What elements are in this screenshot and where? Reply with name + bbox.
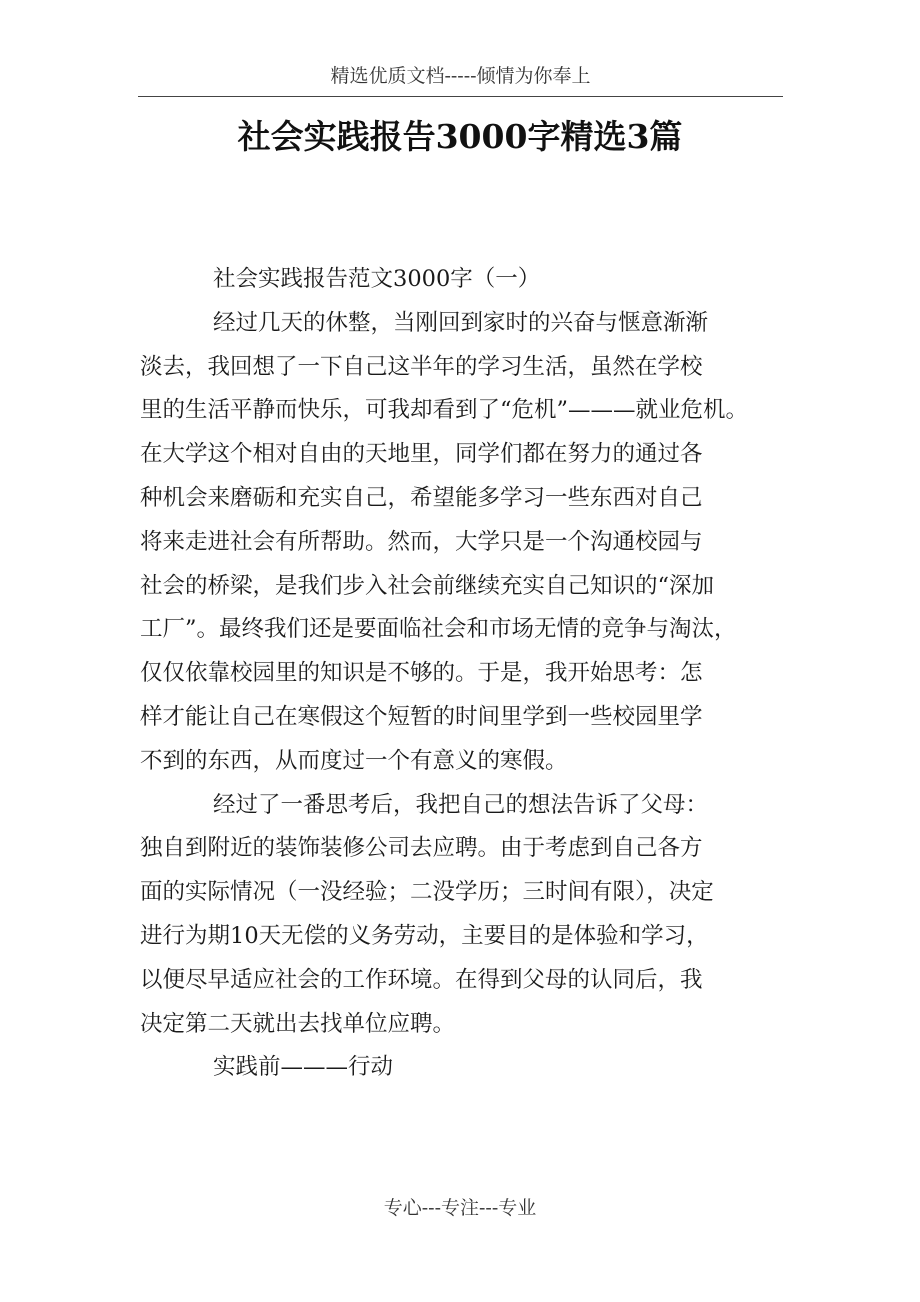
paragraph-line: 以便尽早适应社会的工作环境。在得到父母的认同后，我 bbox=[140, 966, 703, 993]
paragraph-line: 面的实际情况（一没经验；二没学历；三时间有限），决定 bbox=[140, 879, 714, 906]
header-divider bbox=[138, 96, 783, 97]
document-title: 社会实践报告3000字精选3篇 bbox=[237, 117, 683, 156]
paragraph-line: 将来走进社会有所帮助。然而，大学只是一个沟通校园与 bbox=[140, 528, 703, 555]
paragraph-line: 工厂”。最终我们还是要面临社会和市场无情的竞争与淘汰， bbox=[140, 616, 737, 643]
paragraph-line: 决定第二天就出去找单位应聘。 bbox=[140, 1010, 456, 1037]
paragraph-line: 样才能让自己在寒假这个短暂的时间里学到一些校园里学 bbox=[140, 703, 703, 730]
paragraph-line: 在大学这个相对自由的天地里，同学们都在努力的通过各 bbox=[140, 441, 703, 468]
paragraph-line: 里的生活平静而快乐，可我却看到了“危机”———就业危机。 bbox=[140, 397, 749, 424]
paragraph-line: 不到的东西，从而度过一个有意义的寒假。 bbox=[140, 747, 568, 774]
paragraph-line: 经过几天的休整，当刚回到家时的兴奋与惬意渐渐 bbox=[213, 309, 709, 336]
paragraph-line: 种机会来磨砺和充实自己，希望能多学习一些东西对自己 bbox=[140, 484, 703, 511]
paragraph-line: 进行为期10天无偿的义务劳动，主要目的是体验和学习， bbox=[140, 922, 709, 949]
paragraph-line: 仅仅依靠校园里的知识是不够的。于是，我开始思考：怎 bbox=[140, 660, 703, 687]
section-heading: 社会实践报告范文3000字（一） bbox=[213, 266, 541, 292]
document-body bbox=[140, 258, 800, 1090]
section-heading: 实践前———行动 bbox=[213, 1054, 394, 1081]
page-header: 精选优质文档-----倾情为你奉上 bbox=[330, 65, 591, 87]
paragraph-line: 独自到附近的装饰装修公司去应聘。由于考虑到自己各方 bbox=[140, 835, 703, 862]
paragraph-line: 淡去，我回想了一下自己这半年的学习生活，虽然在学校 bbox=[140, 353, 703, 380]
paragraph-line: 经过了一番思考后，我把自己的想法告诉了父母： bbox=[213, 791, 709, 818]
paragraph-line: 社会的桥梁，是我们步入社会前继续充实自己知识的“深加 bbox=[140, 572, 715, 599]
page-footer: 专心---专注---专业 bbox=[383, 1197, 537, 1219]
